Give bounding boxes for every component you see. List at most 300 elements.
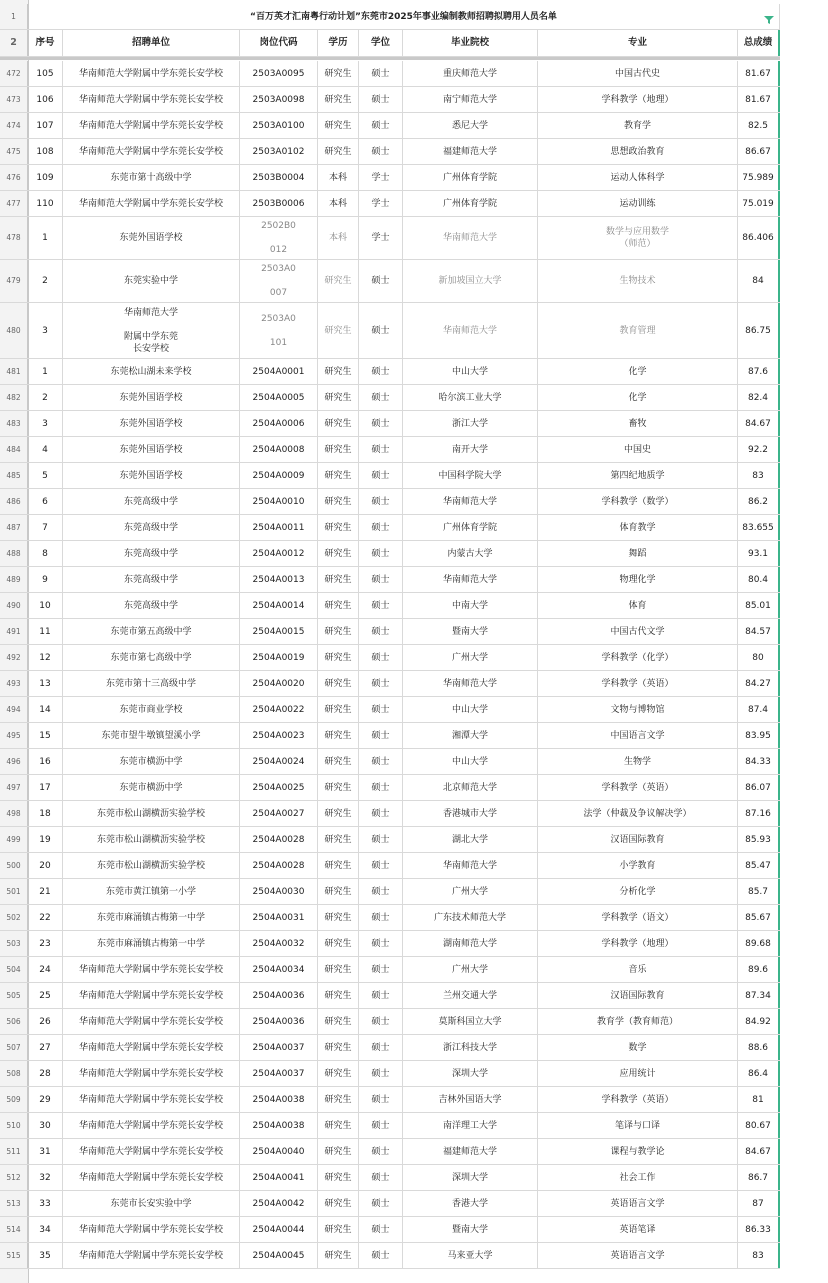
cell-score[interactable]: 86.4 [738, 1061, 780, 1086]
row-number[interactable]: 494 [0, 697, 28, 722]
cell-code[interactable]: 2504A0031 [240, 905, 318, 930]
cell-seq[interactable]: 6 [28, 489, 63, 514]
cell-major[interactable]: 舞蹈 [538, 541, 738, 566]
cell-seq[interactable]: 35 [28, 1243, 63, 1268]
cell-education[interactable]: 研究生 [318, 87, 359, 112]
cell-major[interactable]: 中国史 [538, 437, 738, 462]
cell-education[interactable]: 研究生 [318, 260, 359, 302]
cell-school[interactable]: 新加坡国立大学 [403, 260, 538, 302]
cell-school[interactable]: 湖北大学 [403, 827, 538, 852]
cell-major[interactable]: 音乐 [538, 957, 738, 982]
cell-education[interactable]: 研究生 [318, 671, 359, 696]
row-number[interactable]: 484 [0, 437, 28, 462]
cell-school[interactable]: 中南大学 [403, 593, 538, 618]
cell-education[interactable]: 研究生 [318, 1009, 359, 1034]
cell-score[interactable]: 85.01 [738, 593, 780, 618]
cell-education[interactable]: 研究生 [318, 1217, 359, 1242]
cell-code[interactable]: 2504A0014 [240, 593, 318, 618]
cell-seq[interactable]: 109 [28, 165, 63, 190]
cell-degree[interactable]: 硕士 [359, 723, 403, 748]
row-number[interactable]: 487 [0, 515, 28, 540]
cell-education[interactable]: 研究生 [318, 1087, 359, 1112]
cell-score[interactable]: 80 [738, 645, 780, 670]
cell-seq[interactable]: 24 [28, 957, 63, 982]
cell-unit[interactable]: 华南师范大学附属中学东莞长安学校 [63, 1165, 240, 1190]
cell-degree[interactable]: 硕士 [359, 1217, 403, 1242]
cell-unit[interactable]: 东莞市商业学校 [63, 697, 240, 722]
cell-code[interactable]: 2504A0044 [240, 1217, 318, 1242]
cell-education[interactable]: 研究生 [318, 853, 359, 878]
row-number[interactable]: 479 [0, 260, 28, 302]
cell-degree[interactable]: 硕士 [359, 1139, 403, 1164]
cell-major[interactable]: 物理化学 [538, 567, 738, 592]
cell-seq[interactable]: 11 [28, 619, 63, 644]
cell-code[interactable]: 2504A0020 [240, 671, 318, 696]
cell-major[interactable]: 化学 [538, 385, 738, 410]
cell-score[interactable]: 87 [738, 1191, 780, 1216]
cell-major[interactable]: 学科教学（数学） [538, 489, 738, 514]
cell-code[interactable]: 2504A0036 [240, 983, 318, 1008]
cell-unit[interactable]: 华南师范大学附属中学东莞长安学校 [63, 61, 240, 86]
cell-unit[interactable]: 东莞市第十高级中学 [63, 165, 240, 190]
cell-seq[interactable]: 105 [28, 61, 63, 86]
cell-seq[interactable]: 9 [28, 567, 63, 592]
cell-seq[interactable]: 26 [28, 1009, 63, 1034]
cell-unit[interactable]: 华南师范大学附属中学东莞长安学校 [63, 1113, 240, 1138]
cell-score[interactable]: 84 [738, 260, 780, 302]
row-number[interactable]: 498 [0, 801, 28, 826]
cell-score[interactable]: 83 [738, 1243, 780, 1268]
cell-code[interactable]: 2503B0004 [240, 165, 318, 190]
cell-score[interactable]: 87.6 [738, 359, 780, 384]
cell-unit[interactable]: 华南师范大学附属中学东莞长安学校 [63, 1087, 240, 1112]
cell-score[interactable]: 75.989 [738, 165, 780, 190]
cell-degree[interactable]: 硕士 [359, 437, 403, 462]
cell-school[interactable]: 华南师范大学 [403, 489, 538, 514]
cell-score[interactable]: 83.655 [738, 515, 780, 540]
cell-unit[interactable]: 东莞市第十三高级中学 [63, 671, 240, 696]
row-number[interactable]: 514 [0, 1217, 28, 1242]
cell-school[interactable]: 湘潭大学 [403, 723, 538, 748]
cell-seq[interactable]: 21 [28, 879, 63, 904]
sheet-title[interactable]: “百万英才汇南粤行动计划”东莞市2025年事业编制教师招聘拟聘用人员名单 [28, 4, 780, 29]
row-number[interactable]: 499 [0, 827, 28, 852]
row-number[interactable]: 472 [0, 61, 28, 86]
cell-major[interactable]: 学科教学（英语） [538, 671, 738, 696]
cell-education[interactable]: 研究生 [318, 905, 359, 930]
cell-unit[interactable]: 东莞高级中学 [63, 489, 240, 514]
cell-school[interactable]: 华南师范大学 [403, 303, 538, 358]
row-number[interactable]: 506 [0, 1009, 28, 1034]
cell-education[interactable]: 研究生 [318, 827, 359, 852]
cell-major[interactable]: 体育 [538, 593, 738, 618]
cell-seq[interactable]: 3 [28, 303, 63, 358]
header-degree[interactable]: 学位 [359, 30, 403, 56]
row-number[interactable]: 492 [0, 645, 28, 670]
row-number[interactable]: 504 [0, 957, 28, 982]
header-score[interactable]: 总成绩 [738, 30, 780, 56]
cell-degree[interactable]: 硕士 [359, 489, 403, 514]
header-unit[interactable]: 招聘单位 [63, 30, 240, 56]
cell-seq[interactable]: 16 [28, 749, 63, 774]
cell-unit[interactable]: 东莞市黄江镇第一小学 [63, 879, 240, 904]
cell-degree[interactable]: 硕士 [359, 113, 403, 138]
cell-school[interactable]: 广东技术师范大学 [403, 905, 538, 930]
cell-unit[interactable]: 东莞高级中学 [63, 593, 240, 618]
cell-education[interactable]: 研究生 [318, 515, 359, 540]
row-number[interactable]: 476 [0, 165, 28, 190]
cell-school[interactable]: 哈尔滨工业大学 [403, 385, 538, 410]
cell-code[interactable]: 2503A0098 [240, 87, 318, 112]
cell-code[interactable]: 2503A0 007 [240, 260, 318, 302]
row-number[interactable]: 497 [0, 775, 28, 800]
row-number[interactable]: 512 [0, 1165, 28, 1190]
cell-degree[interactable]: 硕士 [359, 61, 403, 86]
cell-score[interactable]: 85.7 [738, 879, 780, 904]
cell-degree[interactable]: 硕士 [359, 1113, 403, 1138]
cell-major[interactable]: 学科教学（地理） [538, 87, 738, 112]
cell-score[interactable]: 82.5 [738, 113, 780, 138]
cell-seq[interactable]: 1 [28, 217, 63, 259]
cell-score[interactable]: 81.67 [738, 87, 780, 112]
cell-major[interactable]: 法学（仲裁及争议解决学） [538, 801, 738, 826]
cell-seq[interactable]: 28 [28, 1061, 63, 1086]
cell-major[interactable]: 笔译与口译 [538, 1113, 738, 1138]
cell-major[interactable]: 英语语言文学 [538, 1243, 738, 1268]
cell-school[interactable]: 兰州交通大学 [403, 983, 538, 1008]
cell-score[interactable]: 86.75 [738, 303, 780, 358]
cell-seq[interactable]: 5 [28, 463, 63, 488]
cell-score[interactable]: 86.67 [738, 139, 780, 164]
cell-score[interactable]: 81 [738, 1087, 780, 1112]
cell-education[interactable]: 研究生 [318, 593, 359, 618]
cell-school[interactable]: 福建师范大学 [403, 1139, 538, 1164]
cell-unit[interactable]: 东莞外国语学校 [63, 385, 240, 410]
cell-code[interactable]: 2504A0034 [240, 957, 318, 982]
cell-seq[interactable]: 29 [28, 1087, 63, 1112]
cell-school[interactable]: 重庆师范大学 [403, 61, 538, 86]
row-number[interactable]: 480 [0, 303, 28, 358]
row-number[interactable]: 485 [0, 463, 28, 488]
cell-major[interactable]: 运动人体科学 [538, 165, 738, 190]
row-number[interactable]: 481 [0, 359, 28, 384]
cell-score[interactable]: 84.27 [738, 671, 780, 696]
cell-unit[interactable]: 华南师范大学附属中学东莞长安学校 [63, 1139, 240, 1164]
cell-code[interactable]: 2504A0019 [240, 645, 318, 670]
cell-education[interactable]: 研究生 [318, 411, 359, 436]
cell-score[interactable]: 84.67 [738, 411, 780, 436]
cell-code[interactable]: 2504A0037 [240, 1061, 318, 1086]
row-number[interactable]: 473 [0, 87, 28, 112]
cell-seq[interactable]: 1 [28, 359, 63, 384]
cell-degree[interactable]: 硕士 [359, 775, 403, 800]
cell-education[interactable]: 研究生 [318, 983, 359, 1008]
row-number[interactable]: 511 [0, 1139, 28, 1164]
cell-degree[interactable]: 硕士 [359, 359, 403, 384]
cell-degree[interactable]: 硕士 [359, 260, 403, 302]
cell-degree[interactable]: 学士 [359, 191, 403, 216]
cell-education[interactable]: 研究生 [318, 619, 359, 644]
cell-school[interactable]: 吉林外国语大学 [403, 1087, 538, 1112]
cell-score[interactable]: 82.4 [738, 385, 780, 410]
cell-code[interactable]: 2504A0037 [240, 1035, 318, 1060]
row-number[interactable]: 503 [0, 931, 28, 956]
cell-education[interactable]: 研究生 [318, 1061, 359, 1086]
row-number[interactable]: 474 [0, 113, 28, 138]
cell-major[interactable]: 思想政治教育 [538, 139, 738, 164]
cell-degree[interactable]: 硕士 [359, 87, 403, 112]
cell-education[interactable]: 研究生 [318, 541, 359, 566]
cell-education[interactable]: 研究生 [318, 567, 359, 592]
cell-score[interactable]: 85.47 [738, 853, 780, 878]
cell-degree[interactable]: 硕士 [359, 905, 403, 930]
cell-code[interactable]: 2504A0023 [240, 723, 318, 748]
cell-unit[interactable]: 华南师范大学附属中学东莞长安学校 [63, 1035, 240, 1060]
cell-code[interactable]: 2504A0009 [240, 463, 318, 488]
cell-seq[interactable]: 23 [28, 931, 63, 956]
cell-unit[interactable]: 东莞外国语学校 [63, 411, 240, 436]
cell-major[interactable]: 汉语国际教育 [538, 983, 738, 1008]
cell-unit[interactable]: 华南师范大学附属中学东莞长安学校 [63, 1009, 240, 1034]
row-number[interactable]: 486 [0, 489, 28, 514]
cell-degree[interactable]: 学士 [359, 165, 403, 190]
cell-major[interactable]: 学科教学（地理） [538, 931, 738, 956]
cell-school[interactable]: 内蒙古大学 [403, 541, 538, 566]
cell-seq[interactable]: 30 [28, 1113, 63, 1138]
cell-code[interactable]: 2502B0 012 [240, 217, 318, 259]
cell-education[interactable]: 研究生 [318, 359, 359, 384]
header-education[interactable]: 学历 [318, 30, 359, 56]
cell-seq[interactable]: 3 [28, 411, 63, 436]
filter-icon[interactable] [764, 15, 774, 25]
cell-score[interactable]: 84.33 [738, 749, 780, 774]
cell-score[interactable]: 86.07 [738, 775, 780, 800]
cell-code[interactable]: 2504A0024 [240, 749, 318, 774]
cell-score[interactable]: 86.2 [738, 489, 780, 514]
cell-score[interactable]: 93.1 [738, 541, 780, 566]
cell-code[interactable]: 2504A0042 [240, 1191, 318, 1216]
cell-education[interactable]: 研究生 [318, 1113, 359, 1138]
cell-code[interactable]: 2504A0025 [240, 775, 318, 800]
cell-score[interactable]: 81.67 [738, 61, 780, 86]
cell-school[interactable]: 华南师范大学 [403, 853, 538, 878]
cell-degree[interactable]: 硕士 [359, 567, 403, 592]
cell-degree[interactable]: 硕士 [359, 879, 403, 904]
row-number[interactable]: 510 [0, 1113, 28, 1138]
cell-unit[interactable]: 东莞市长安实验中学 [63, 1191, 240, 1216]
cell-degree[interactable]: 硕士 [359, 1087, 403, 1112]
cell-degree[interactable]: 硕士 [359, 645, 403, 670]
cell-seq[interactable]: 20 [28, 853, 63, 878]
cell-score[interactable]: 80.67 [738, 1113, 780, 1138]
row-number[interactable]: 501 [0, 879, 28, 904]
cell-degree[interactable]: 硕士 [359, 827, 403, 852]
cell-code[interactable]: 2503A0095 [240, 61, 318, 86]
cell-seq[interactable]: 8 [28, 541, 63, 566]
cell-seq[interactable]: 33 [28, 1191, 63, 1216]
cell-unit[interactable]: 东莞市麻涌镇古梅第一中学 [63, 905, 240, 930]
cell-education[interactable]: 研究生 [318, 139, 359, 164]
cell-major[interactable]: 化学 [538, 359, 738, 384]
cell-seq[interactable]: 7 [28, 515, 63, 540]
cell-education[interactable]: 本科 [318, 191, 359, 216]
row-number[interactable]: 495 [0, 723, 28, 748]
cell-score[interactable]: 84.57 [738, 619, 780, 644]
cell-unit[interactable]: 华南师范大学附属中学东莞长安学校 [63, 983, 240, 1008]
cell-code[interactable]: 2503A0 101 [240, 303, 318, 358]
cell-score[interactable]: 86.33 [738, 1217, 780, 1242]
cell-unit[interactable]: 华南师范大学附属中学东莞长安学校 [63, 1061, 240, 1086]
cell-school[interactable]: 深圳大学 [403, 1061, 538, 1086]
cell-school[interactable]: 中山大学 [403, 749, 538, 774]
cell-seq[interactable]: 25 [28, 983, 63, 1008]
cell-code[interactable]: 2504A0045 [240, 1243, 318, 1268]
header-seq[interactable]: 序号 [28, 30, 63, 56]
cell-score[interactable]: 80.4 [738, 567, 780, 592]
cell-score[interactable]: 84.67 [738, 1139, 780, 1164]
cell-school[interactable]: 深圳大学 [403, 1165, 538, 1190]
cell-degree[interactable]: 硕士 [359, 957, 403, 982]
row-number[interactable]: 1 [0, 4, 28, 29]
cell-degree[interactable]: 学士 [359, 217, 403, 259]
cell-school[interactable]: 南开大学 [403, 437, 538, 462]
cell-major[interactable]: 学科教学（化学） [538, 645, 738, 670]
cell-degree[interactable]: 硕士 [359, 697, 403, 722]
cell-school[interactable]: 莫斯科国立大学 [403, 1009, 538, 1034]
cell-score[interactable]: 89.68 [738, 931, 780, 956]
cell-education[interactable]: 研究生 [318, 1191, 359, 1216]
cell-education[interactable]: 研究生 [318, 303, 359, 358]
cell-unit[interactable]: 华南师范大学附属中学东莞长安学校 [63, 191, 240, 216]
cell-code[interactable]: 2504A0028 [240, 827, 318, 852]
cell-seq[interactable]: 14 [28, 697, 63, 722]
row-number[interactable]: 500 [0, 853, 28, 878]
cell-score[interactable]: 87.34 [738, 983, 780, 1008]
cell-unit[interactable]: 东莞高级中学 [63, 515, 240, 540]
cell-school[interactable]: 华南师范大学 [403, 567, 538, 592]
cell-unit[interactable]: 东莞市麻涌镇古梅第一中学 [63, 931, 240, 956]
row-number[interactable]: 507 [0, 1035, 28, 1060]
cell-education[interactable]: 研究生 [318, 1243, 359, 1268]
cell-code[interactable]: 2504A0040 [240, 1139, 318, 1164]
cell-code[interactable]: 2504A0038 [240, 1087, 318, 1112]
cell-unit[interactable]: 东莞外国语学校 [63, 463, 240, 488]
cell-code[interactable]: 2504A0027 [240, 801, 318, 826]
cell-code[interactable]: 2504A0001 [240, 359, 318, 384]
cell-code[interactable]: 2504A0038 [240, 1113, 318, 1138]
cell-degree[interactable]: 硕士 [359, 983, 403, 1008]
cell-education[interactable]: 研究生 [318, 61, 359, 86]
cell-education[interactable]: 研究生 [318, 879, 359, 904]
cell-score[interactable]: 84.92 [738, 1009, 780, 1034]
cell-degree[interactable]: 硕士 [359, 1035, 403, 1060]
cell-score[interactable]: 86.406 [738, 217, 780, 259]
cell-unit[interactable]: 华南师范大学附属中学东莞长安学校 [63, 139, 240, 164]
cell-seq[interactable]: 106 [28, 87, 63, 112]
cell-unit[interactable]: 华南师范大学附属中学东莞长安学校 [63, 957, 240, 982]
cell-school[interactable]: 浙江科技大学 [403, 1035, 538, 1060]
cell-unit[interactable]: 东莞市第五高级中学 [63, 619, 240, 644]
cell-degree[interactable]: 硕士 [359, 1243, 403, 1268]
row-number[interactable]: 493 [0, 671, 28, 696]
cell-education[interactable]: 研究生 [318, 775, 359, 800]
cell-major[interactable]: 生物技术 [538, 260, 738, 302]
cell-seq[interactable]: 107 [28, 113, 63, 138]
cell-school[interactable]: 中山大学 [403, 697, 538, 722]
row-number[interactable]: 483 [0, 411, 28, 436]
header-school[interactable]: 毕业院校 [403, 30, 538, 56]
cell-code[interactable]: 2504A0036 [240, 1009, 318, 1034]
cell-education[interactable]: 研究生 [318, 385, 359, 410]
cell-education[interactable]: 研究生 [318, 437, 359, 462]
row-number[interactable]: 515 [0, 1243, 28, 1268]
cell-school[interactable]: 暨南大学 [403, 619, 538, 644]
cell-degree[interactable]: 硕士 [359, 463, 403, 488]
cell-major[interactable]: 第四纪地质学 [538, 463, 738, 488]
cell-degree[interactable]: 硕士 [359, 1009, 403, 1034]
cell-major[interactable]: 教育学（教育师范） [538, 1009, 738, 1034]
cell-score[interactable]: 85.93 [738, 827, 780, 852]
row-number[interactable]: 513 [0, 1191, 28, 1216]
cell-score[interactable]: 92.2 [738, 437, 780, 462]
cell-code[interactable]: 2504A0015 [240, 619, 318, 644]
cell-code[interactable]: 2504A0041 [240, 1165, 318, 1190]
row-number[interactable]: 509 [0, 1087, 28, 1112]
cell-education[interactable]: 研究生 [318, 1139, 359, 1164]
cell-major[interactable]: 运动训练 [538, 191, 738, 216]
cell-seq[interactable]: 4 [28, 437, 63, 462]
cell-score[interactable]: 85.67 [738, 905, 780, 930]
cell-education[interactable]: 研究生 [318, 957, 359, 982]
cell-school[interactable]: 北京师范大学 [403, 775, 538, 800]
cell-major[interactable]: 教育管理 [538, 303, 738, 358]
cell-school[interactable]: 广州体育学院 [403, 191, 538, 216]
cell-major[interactable]: 生物学 [538, 749, 738, 774]
cell-seq[interactable]: 34 [28, 1217, 63, 1242]
cell-degree[interactable]: 硕士 [359, 1061, 403, 1086]
cell-code[interactable]: 2503A0100 [240, 113, 318, 138]
cell-education[interactable]: 研究生 [318, 801, 359, 826]
cell-score[interactable]: 83.95 [738, 723, 780, 748]
cell-unit[interactable]: 华南师范大学 附属中学东莞 长安学校 [63, 303, 240, 358]
cell-school[interactable]: 南洋理工大学 [403, 1113, 538, 1138]
header-major[interactable]: 专业 [538, 30, 738, 56]
cell-seq[interactable]: 31 [28, 1139, 63, 1164]
cell-code[interactable]: 2504A0028 [240, 853, 318, 878]
cell-degree[interactable]: 硕士 [359, 931, 403, 956]
cell-education[interactable]: 研究生 [318, 463, 359, 488]
cell-school[interactable]: 南宁师范大学 [403, 87, 538, 112]
cell-code[interactable]: 2504A0011 [240, 515, 318, 540]
cell-seq[interactable]: 10 [28, 593, 63, 618]
cell-code[interactable]: 2504A0022 [240, 697, 318, 722]
cell-degree[interactable]: 硕士 [359, 303, 403, 358]
cell-seq[interactable]: 110 [28, 191, 63, 216]
cell-education[interactable]: 研究生 [318, 645, 359, 670]
cell-unit[interactable]: 东莞外国语学校 [63, 437, 240, 462]
cell-unit[interactable]: 华南师范大学附属中学东莞长安学校 [63, 113, 240, 138]
cell-education[interactable]: 研究生 [318, 723, 359, 748]
cell-school[interactable]: 香港城市大学 [403, 801, 538, 826]
cell-score[interactable]: 87.16 [738, 801, 780, 826]
cell-code[interactable]: 2504A0012 [240, 541, 318, 566]
cell-education[interactable]: 研究生 [318, 1035, 359, 1060]
cell-unit[interactable]: 东莞实验中学 [63, 260, 240, 302]
row-number[interactable]: 475 [0, 139, 28, 164]
cell-school[interactable]: 华南师范大学 [403, 671, 538, 696]
cell-major[interactable]: 应用统计 [538, 1061, 738, 1086]
cell-major[interactable]: 英语语言文学 [538, 1191, 738, 1216]
